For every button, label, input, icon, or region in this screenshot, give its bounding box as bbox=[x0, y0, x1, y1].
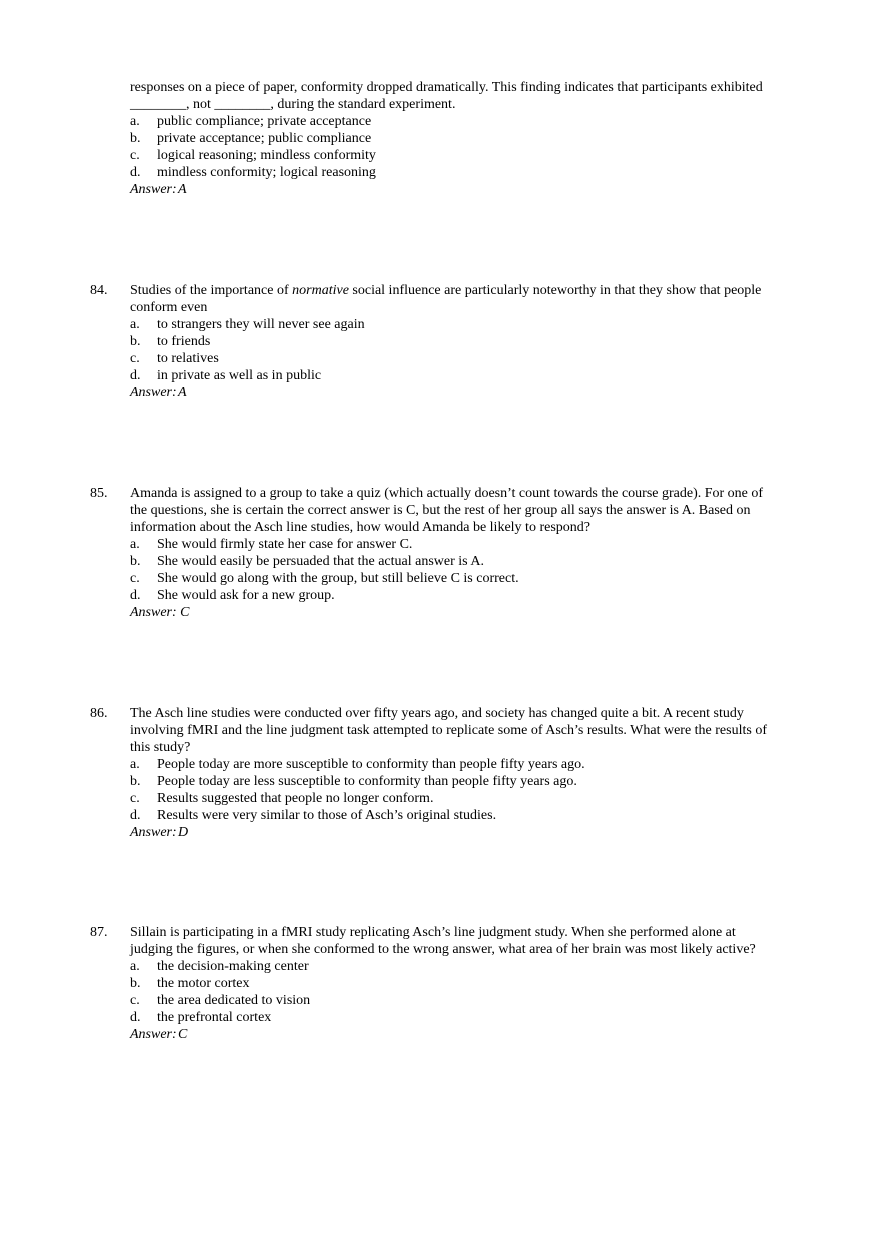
option-letter: b. bbox=[130, 976, 141, 991]
option-text: public compliance; private acceptance bbox=[157, 114, 372, 129]
stem-line: ________, not ________, during the standard experiment. bbox=[130, 97, 456, 112]
option-b bbox=[90, 773, 790, 790]
option-text: She would easily be persuaded that the actual answer is A. bbox=[157, 554, 484, 569]
stem-line bbox=[130, 282, 790, 299]
answer-line bbox=[90, 1026, 790, 1043]
option-letter: d. bbox=[130, 588, 141, 603]
option-text: to friends bbox=[157, 334, 211, 349]
answer-value: C bbox=[178, 1027, 188, 1042]
option-d bbox=[90, 807, 790, 824]
answer-line bbox=[90, 824, 790, 841]
question-83-continuation bbox=[90, 79, 790, 198]
option-text: private acceptance; public compliance bbox=[157, 131, 372, 146]
option-letter: d. bbox=[130, 165, 141, 180]
stem-line: responses on a piece of paper, conformity dropped dramatically. This finding indicates that participants exhibited bbox=[130, 80, 763, 95]
option-letter: d. bbox=[130, 368, 141, 383]
option-text: mindless conformity; logical reasoning bbox=[157, 165, 376, 180]
option-text: Results suggested that people no longer conform. bbox=[157, 791, 434, 806]
question-84 bbox=[90, 282, 790, 401]
stem-line: The Asch line studies were conducted over fifty years ago, and society has changed quite a bit. A recent study bbox=[130, 706, 744, 721]
question-85 bbox=[90, 485, 790, 621]
option-letter: a. bbox=[130, 757, 140, 772]
option-a bbox=[90, 536, 790, 553]
option-text: to strangers they will never see again bbox=[157, 317, 365, 332]
option-b bbox=[90, 333, 790, 350]
option-letter: b. bbox=[130, 131, 141, 146]
option-letter: a. bbox=[130, 537, 140, 552]
option-text: to relatives bbox=[157, 351, 219, 366]
option-letter: a. bbox=[130, 317, 140, 332]
option-text: She would firmly state her case for answer C. bbox=[157, 537, 413, 552]
option-letter: c. bbox=[130, 148, 140, 163]
option-c bbox=[90, 992, 790, 1009]
option-text: She would ask for a new group. bbox=[157, 588, 335, 603]
option-c bbox=[90, 350, 790, 367]
question-number: 84. bbox=[90, 283, 108, 298]
option-c bbox=[90, 147, 790, 164]
option-letter: c. bbox=[130, 791, 140, 806]
option-letter: c. bbox=[130, 993, 140, 1008]
stem-line: the questions, she is certain the correct answer is C, but the rest of her group all says the answer is A. Based on bbox=[130, 503, 751, 518]
option-d bbox=[90, 367, 790, 384]
question-87 bbox=[90, 924, 790, 1043]
option-letter: d. bbox=[130, 808, 141, 823]
option-text: Results were very similar to those of Asch’s original studies. bbox=[157, 808, 497, 823]
option-b bbox=[90, 553, 790, 570]
option-a bbox=[90, 756, 790, 773]
option-c bbox=[90, 790, 790, 807]
answer-value: D bbox=[178, 825, 189, 840]
option-text: She would go along with the group, but still believe C is correct. bbox=[157, 571, 519, 586]
option-letter: b. bbox=[130, 774, 141, 789]
option-c bbox=[90, 570, 790, 587]
option-a bbox=[90, 113, 790, 130]
answer-label: Answer: bbox=[130, 1027, 177, 1042]
answer-value: A bbox=[178, 385, 187, 400]
question-number: 86. bbox=[90, 706, 108, 721]
answer-line bbox=[90, 384, 790, 401]
answer-label: Answer: bbox=[130, 182, 177, 197]
stem-italic-term: normative bbox=[292, 283, 349, 298]
option-letter: b. bbox=[130, 334, 141, 349]
answer-value: A bbox=[178, 182, 187, 197]
option-text: People today are more susceptible to conformity than people fifty years ago. bbox=[157, 757, 585, 772]
answer-line bbox=[90, 181, 790, 198]
option-letter: d. bbox=[130, 1010, 141, 1025]
question-stem bbox=[90, 282, 790, 316]
question-stem bbox=[90, 705, 790, 756]
option-letter: c. bbox=[130, 351, 140, 366]
question-stem bbox=[90, 924, 790, 958]
option-b bbox=[90, 130, 790, 147]
option-text: logical reasoning; mindless conformity bbox=[157, 148, 376, 163]
stem-line: involving fMRI and the line judgment task attempted to replicate some of Asch’s results. What were the results of bbox=[130, 723, 767, 738]
option-d bbox=[90, 587, 790, 604]
option-a bbox=[90, 316, 790, 333]
option-text: People today are less susceptible to conformity than people fifty years ago. bbox=[157, 774, 577, 789]
option-letter: b. bbox=[130, 554, 141, 569]
option-letter: a. bbox=[130, 959, 140, 974]
option-text: the motor cortex bbox=[157, 976, 250, 991]
stem-text: Studies of the importance of bbox=[130, 283, 293, 298]
question-86 bbox=[90, 705, 790, 841]
option-letter: c. bbox=[130, 571, 140, 586]
option-d bbox=[90, 164, 790, 181]
question-stem bbox=[90, 485, 790, 536]
option-b bbox=[90, 975, 790, 992]
answer-label: Answer: bbox=[130, 825, 177, 840]
stem-line: Amanda is assigned to a group to take a quiz (which actually doesn’t count towards the course grade). For one of bbox=[130, 486, 764, 501]
stem-text: social influence are particularly noteworthy in that they show that people bbox=[348, 283, 762, 298]
answer-line: Answer: C bbox=[130, 605, 190, 620]
option-a bbox=[90, 958, 790, 975]
stem-line: this study? bbox=[130, 740, 191, 755]
stem-line: judging the figures, or when she conformed to the wrong answer, what area of her brain was most likely active? bbox=[130, 942, 756, 957]
option-text: the area dedicated to vision bbox=[157, 993, 311, 1008]
option-text: the prefrontal cortex bbox=[157, 1010, 272, 1025]
option-letter: a. bbox=[130, 114, 140, 129]
option-text: in private as well as in public bbox=[157, 368, 322, 383]
question-number: 87. bbox=[90, 925, 108, 940]
stem-line: conform even bbox=[130, 300, 208, 315]
option-text: the decision-making center bbox=[157, 959, 309, 974]
question-stem bbox=[90, 79, 790, 113]
stem-line: Sillain is participating in a fMRI study replicating Asch’s line judgment study. When she performed alone at bbox=[130, 925, 736, 940]
question-number: 85. bbox=[90, 486, 108, 501]
stem-line: information about the Asch line studies, how would Amanda be likely to respond? bbox=[130, 520, 590, 535]
answer-label: Answer: bbox=[130, 385, 177, 400]
option-d bbox=[90, 1009, 790, 1026]
